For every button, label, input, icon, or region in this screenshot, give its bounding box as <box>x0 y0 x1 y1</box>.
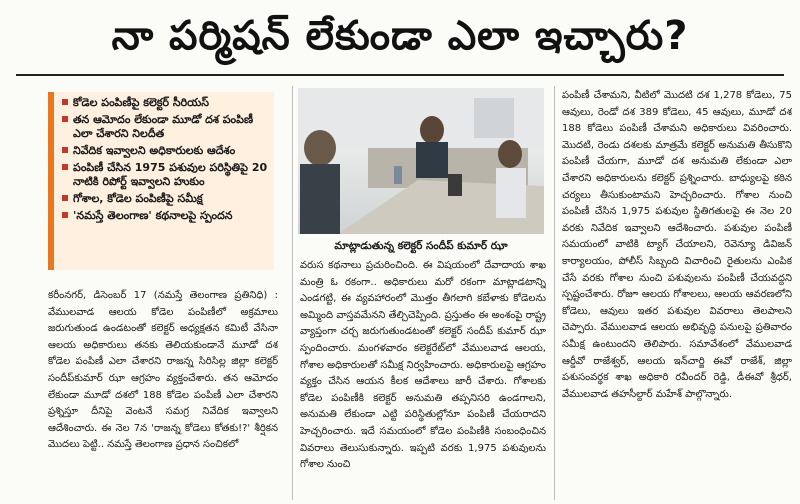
highlight-item: 'నమస్తే తెలంగాణ' కథనాలపై స్పందన <box>62 209 270 223</box>
highlights-box <box>48 92 274 270</box>
highlight-item: తన ఆమోదం లేకుండా మూడో దశ పంపిణీ ఎలా చేశారని నిలదీత <box>62 113 270 141</box>
highlight-item: కోడెల పంపిణీపై కలెక్టర్ సీరియస్ <box>62 96 270 110</box>
meeting-photo-illustration <box>298 88 544 234</box>
highlight-item: నివేదిక ఇవ్వాలని అధికారులకు ఆదేశం <box>62 144 270 158</box>
headline-rule <box>16 74 784 76</box>
highlight-item: పంపిణీ చేసిన 1975 పశువుల పరిస్థితిపై 20 నాటికి రిపోర్ట్ ఇవ్వాలని హుకుం <box>62 161 270 189</box>
headline: నా పర్మిషన్ లేకుండా ఎలా ఇచ్చారు? <box>111 13 689 59</box>
article-column-1: కరీంనగర్, డిసెంబర్ 17 (నమస్తే తెలంగాణ ప్రతినిధి) : వేములవాడ ఆలయ కోడెల పంపిణీలో అక్రమాలు జరుగుతుండ ఉండటంతో కలెక్టర్ అధ్యక్షతన కమిటీ వేసినా ఆలయ అధికారులు తనకు తెలియకుండానే మూడో దశ కోడెల పంపిణీ ఎలా చేశారని రాజన్న సిరిసిల్ల జిల్లా కలెక్టర్ సందీప్‌కుమార్ ఝా ఆగ్రహం వ్యక్తంచేశారు. తన ఆమోదం లేకుండా మూడో దశలో 188 కోడెల పంపిణీ ఎలా చేశారని ప్రశ్నిస్తూ దీనిపై వెంటనే సమగ్ర నివేదిక ఇవ్వాలని ఆదేశించారు. ఈ నెల 7న 'రాజన్న కోడెలు కోతకు!?' శీర్షికన మొదలు పెట్టి.. నమస్తే తెలంగాణ ప్రధాన సంచికలో <box>48 290 278 451</box>
photo-caption: మాట్లాడుతున్న కలెక్టర్ సందీప్ కుమార్ ఝా <box>334 240 508 252</box>
highlight-item: గోశాల, కోడెల పంపిణీపై సమీక్ష <box>62 192 270 206</box>
article-column-3: పంపిణీ చేశామని, వీటిలో మొదటి దశ 1,278 కోడెలు, 75 ఆవులు, రెండో దశ 389 కోడెలు, 45 ఆవులు, మూడో దశ 188 కోడెలు పంపిణీ చేశామని అధికారులు వివరించారు. మొదటి, రెండు దశలకు మాత్రమే కలెక్టర్ అనుమతి తీసుకొని పంపిణీ చేయగా, మూడో దశ అనుమతి లేకుండా ఎలా చేశారని అధికారులను కలెక్టర్ ప్రశ్నించారు. బాధ్యులపై కఠిన చర్యలు తీసుకుంటామని హెచ్చరించారు. గోశాల నుంచి పంపిణీ చేసిన 1,975 పశువుల స్థితిగతులపై ఈ నెల 20 వరకు నివేదిక ఇవ్వాలని ఆదేశించారు. పశువుల పంపిణీ సమయంలో వాటికి ట్యాగ్ చేయాలని, రెవెన్యూ డివిజన్ కార్యాలయం, పోలీస్ సిబ్బంది విచారించి రైతులను ఎంపిక చేసే వరకు గోశాల నుంచి పశువులను పంపిణీ చేయవద్దని స్పష్టంచేశారు. రోజూ ఆలయ గోశాలలు, ఆలయ ఆవరణలోని కోడెలు, ఆవులు ఇతర పశువుల వివరాలు తెలపాలని చెప్పారు. వేములవాడ ఆలయ అభివృద్ధి పనులపై ప్రతివారం సమీక్ష ఉంటుందని తెలిపారు. సమావేశంలో వేములవాడ ఆర్డీవో రాజేశ్వర్, ఆలయ ఇన్‌చార్జి ఈవో రాజేశ్, జిల్లా పశుసంవర్థక శాఖ అధికారి రవీందర్ రెడ్డి, డీఈవో శ్రీధర్, వేములవాడ తహసీల్దార్ మహేశ్ పాల్గొన్నారు. <box>562 90 792 400</box>
column-divider <box>292 86 293 500</box>
meeting-photo <box>298 88 544 234</box>
article-column-2: వరుస కథనాలు ప్రచురించింది. ఈ విషయంలో దేవాదాయ శాఖ మంత్రి ఓ రకంగా.. అధికారులు మరో రకంగా మాట్లాడటాన్ని ఎండగట్టి, ఈ వ్యవహారంలో మొత్తం తీగలాగి కబేళాకు కోడెలను అమ్మింది వాస్తవమేనని తేల్చిచెప్పింది. ప్రస్తుతం ఈ అంశంపై రాష్ట్ర వ్యాప్తంగా చర్చ జరుగుతుండటంతో కలెక్టర్ సందీప్ కుమార్ ఝా స్పందించారు. మంగళవారం కలెక్టరేట్‌లో వేములవాడ ఆలయ, గోశాల అధికారులతో సమీక్ష నిర్వహించారు. అధికారులపై ఆగ్రహం వ్యక్తం చేసిన ఆయన కీలక ఆదేశాలు జారీ చేశారు. గోశాలకు కోడెల పంపిణీకి కలెక్టర్ అనుమతి తప్పనిసరి ఉండగాలని, అనుమతి లేకుండా ఎట్టి పరిస్థితుల్లోనూ పంపిణీ చేయరాదని హెచ్చరించారు. ఇదే సమయంలో కోడెల పంపిణీకి సంబంధించిన వివరాలు తెలుసుకున్నారు. ఇప్పటి వరకు 1,975 పశువులను గోశాల నుంచి <box>300 260 546 471</box>
column-divider <box>554 86 555 500</box>
